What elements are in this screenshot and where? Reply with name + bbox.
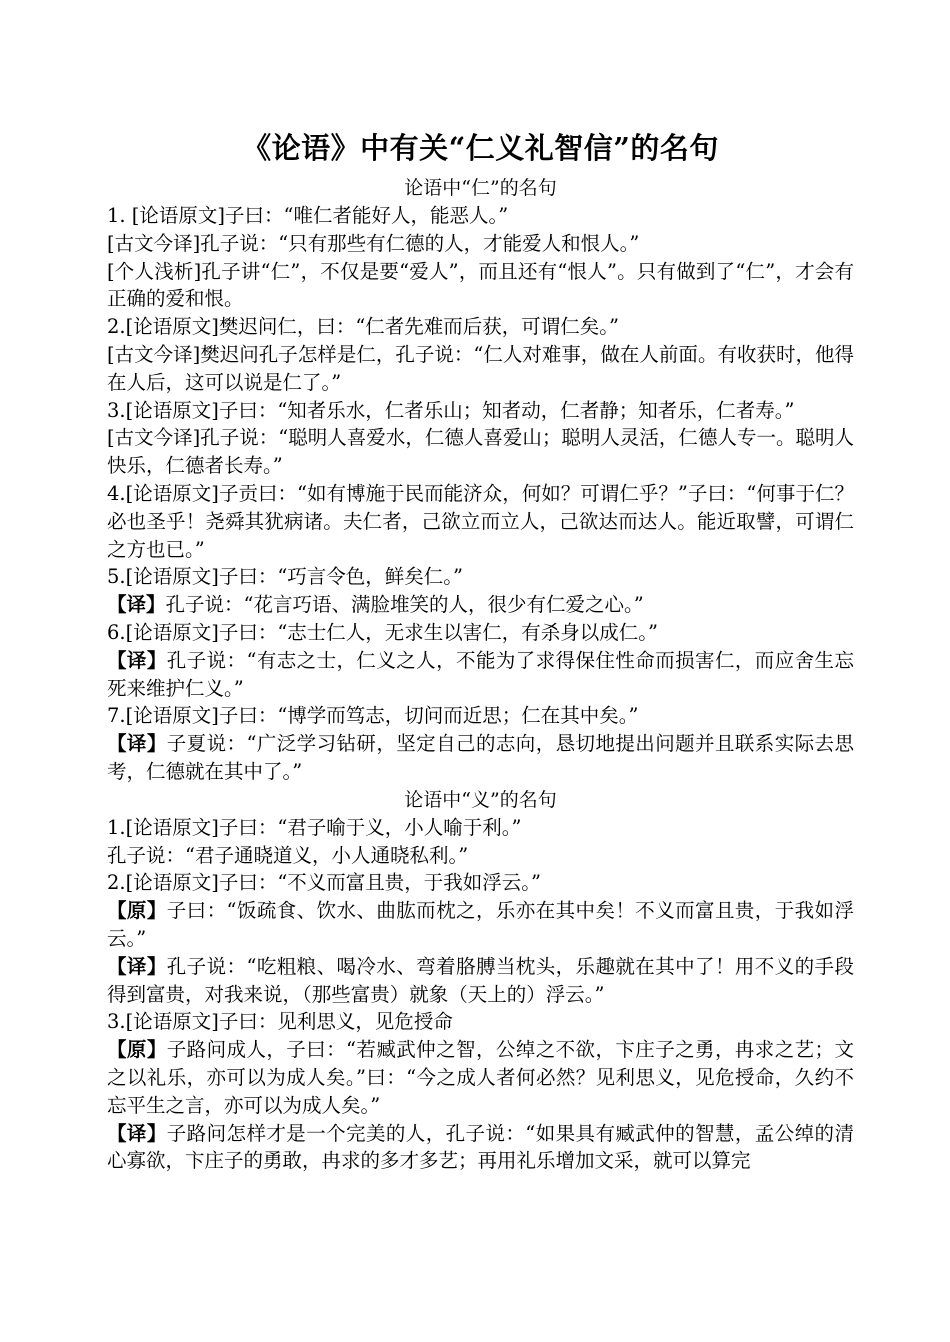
paragraph: [古文今译]孔子说：“只有那些有仁德的人，才能爱人和恨人。” [107,231,640,255]
paragraph: [古文今译]樊迟问孔子怎样是仁，孔子说：“仁人对难事，做在人前面。有收获时，他得在人后，这可以说是仁了。” [107,342,854,394]
section-heading-ren: 论语中“仁”的名句 [404,177,557,199]
original-text: 子曰：“饭疏食、饮水、曲肱而枕之，乐亦在其中矣！不义而富且贵，于我如浮云。” [107,899,854,950]
translation-label: 【译】 [107,732,167,756]
paragraph: 1.[论语原文]子曰：“君子喻于义，小人喻于利。” [107,815,522,839]
paragraph: [个人浅析]孔子讲“仁”，不仅是要“爱人”，而且还有“恨人”。只有做到了“仁”，才会有正确的爱和恨。 [107,259,854,311]
section-heading-yi: 论语中“义”的名句 [404,788,557,811]
document-title: 《论语》中有关“仁义礼智信”的名句 [242,131,719,165]
paragraph: 2.[论语原文]子曰：“不义而富且贵，于我如浮云。” [107,871,542,895]
paragraph: 7.[论语原文]子曰：“博学而笃志，切问而近思；仁在其中矣。” [107,704,639,728]
paragraph: 3.[论语原文]子曰：见利思义，见危授命 [107,1010,453,1034]
original-text: 子路问成人，子曰：“若臧武仲之智，公绰之不欲，卞庄子之勇，冉求之艺；文之以礼乐，亦可以为成人矣。”曰：“今之成人者何必然？见利思义，见危授命，久约不忘平生之言，亦可以为成人矣。” [107,1038,854,1117]
paragraph: 2.[论语原文]樊迟问仁，曰：“仁者先难而后获，可谓仁矣。” [107,315,620,339]
translation-text: 孔子说：“吃粗粮、喝冷水、弯着胳膊当枕头，乐趣就在其中了！用不义的手段得到富贵，对我来说，（那些富贵）就象（天上的）浮云。” [107,954,854,1006]
translation-paragraph [107,591,854,619]
translation-text: 子夏说：“广泛学习钻研，坚定自己的志向，恳切地提出问题并且联系实际去思考，仁德就在其中了。” [107,732,854,783]
translation-text: 孔子说：“花言巧语、满脸堆笑的人，很少有仁爱之心。” [165,593,644,617]
original-label: 【原】 [107,899,167,923]
original-paragraph [107,897,854,953]
original-label: 【原】 [107,1038,167,1062]
paragraph: 1. [论语原文]子曰：“唯仁者能好人，能恶人。” [107,204,509,227]
translation-paragraph [107,647,854,703]
translation-paragraph [107,1120,854,1176]
translation-label: 【译】 [107,1121,167,1145]
translation-paragraph [107,730,854,786]
translation-paragraph [107,953,854,1009]
paragraph: 5.[论语原文]子曰：“巧言令色，鲜矣仁。” [107,565,464,589]
paragraph: 3.[论语原文]子曰：“知者乐水，仁者乐山；知者动，仁者静；知者乐，仁者寿。” [107,398,795,422]
paragraph: 孔子说：“君子通晓道义，小人通晓私利。” [107,843,469,867]
translation-label: 【译】 [107,954,167,978]
translation-text: 子路问怎样才是一个完美的人，孔子说：“如果具有臧武仲的智慧，孟公绰的清心寡欲，卞庄子的勇敢，冉求的多才多艺；再用礼乐增加文采，就可以算完 [107,1121,854,1173]
paragraph: [古文今译]孔子说：“聪明人喜爱水，仁德人喜爱山；聪明人灵活，仁德人专一。聪明人快乐，仁德者长寿。” [107,426,854,478]
translation-text: 孔子说：“有志之士，仁义之人，不能为了求得保住性命而损害仁，而应舍生忘死来维护仁义。” [107,648,854,700]
paragraph: 6.[论语原文]子曰：“志士仁人，无求生以害仁，有杀身以成仁。” [107,620,659,644]
original-paragraph [107,1036,854,1119]
translation-label: 【译】 [107,648,167,672]
paragraph: 4.[论语原文]子贡曰：“如有博施于民而能济众，何如？可谓仁乎？”子曰：“何事于仁？必也圣乎！尧舜其犹病诸。夫仁者，己欲立而立人，己欲达而达人。能近取譬，可谓仁之方也已。” [107,481,854,561]
translation-label: 【译】 [107,593,166,617]
